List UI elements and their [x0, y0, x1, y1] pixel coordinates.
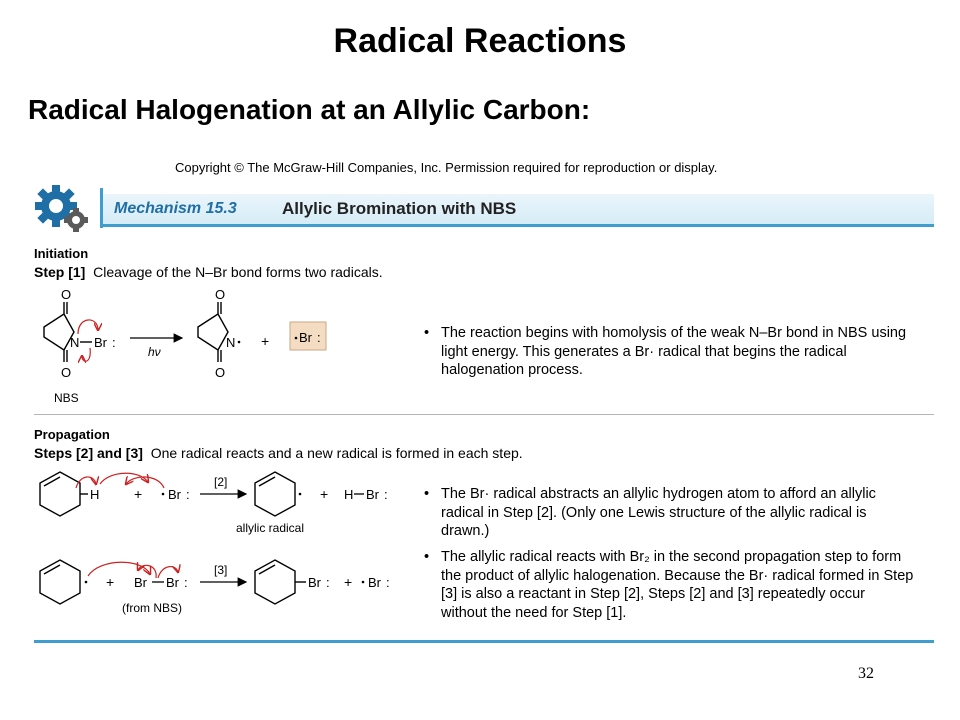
radical-dot: [85, 581, 88, 584]
atom-br: Br: [368, 575, 381, 590]
mechanism-title: Allylic Bromination with NBS: [282, 199, 517, 218]
propagation-bullet-2: [424, 548, 914, 622]
atom-br: Br: [299, 330, 312, 345]
propagation-step: [34, 445, 523, 461]
bullet-dot: •: [424, 486, 430, 502]
succinimidyl-radical: [198, 302, 228, 362]
slide-subtitle: Radical Halogenation at an Allylic Carbon:: [28, 94, 591, 125]
plus-sign: +: [320, 486, 329, 502]
initiation-step-label: Step [1]: [34, 264, 86, 280]
allylic-radical: [40, 560, 80, 604]
fishhook-arrow: [78, 320, 98, 334]
source-label: (from NBS): [122, 601, 182, 615]
atom-br: Br: [168, 487, 181, 502]
cyclohexene-reactant: [40, 472, 88, 516]
allylic-bromide-product: [255, 560, 306, 604]
bottom-rule: [34, 640, 934, 643]
banner-separator: [100, 188, 103, 228]
step3-scheme: [30, 556, 400, 618]
fishhook-arrow: [88, 562, 150, 576]
lone-pair: :: [386, 575, 390, 590]
atom-br: Br: [166, 575, 179, 590]
intermediate-label: allylic radical: [236, 521, 305, 535]
atom-o: O: [215, 287, 226, 302]
radical-dot: [362, 581, 365, 584]
step-tag: [2]: [214, 475, 228, 489]
section-divider: [34, 414, 934, 415]
atom-o: O: [61, 287, 72, 302]
propagation-bullet-text: The allylic radical reacts with Br₂ in the second propagation step to form the product of allylic halogenation. Because the Br· radical formed in Step [3] is also a reactant in Step [2], Steps [2] and [3] repeatedly occur without the need for Step [1].: [441, 549, 914, 621]
atom-br: Br: [134, 575, 147, 590]
page-number: 32: [858, 665, 874, 682]
propagation-bullet-1: [424, 485, 914, 541]
lone-pair: :: [112, 335, 116, 350]
nbs-structure: [44, 302, 92, 362]
initiation-step-text: Cleavage of the N–Br bond forms two radicals.: [93, 264, 383, 280]
lone-pair: :: [184, 575, 188, 590]
initiation-scheme: [30, 286, 350, 408]
radical-dot: [295, 337, 298, 340]
fishhook-arrow: [82, 348, 90, 361]
radical-dot: [238, 341, 241, 344]
plus-sign: +: [261, 333, 270, 349]
gear-icon: [32, 180, 92, 236]
bullet-dot: •: [424, 325, 430, 341]
atom-br: Br: [366, 487, 379, 502]
allylic-radical: [255, 472, 295, 516]
radical-dot: [162, 493, 165, 496]
mechanism-label: Mechanism 15.3: [114, 200, 237, 217]
lone-pair: :: [384, 487, 388, 502]
propagation-bullet-text: The Br· radical abstracts an allylic hydrogen atom to afford an allylic radical in Step [2]. (Only one Lewis structure of the allylic radical is drawn.): [441, 486, 876, 539]
initiation-bullet: [424, 324, 914, 380]
atom-o: O: [61, 365, 72, 380]
step2-scheme: [30, 468, 400, 540]
initiation-heading: Initiation: [34, 246, 89, 261]
propagation-heading: Propagation: [34, 427, 110, 442]
atom-n: N: [70, 335, 80, 350]
slide-title: Radical Reactions: [333, 22, 627, 60]
atom-br: Br: [308, 575, 321, 590]
atom-h: H: [344, 487, 354, 502]
plus-sign: +: [106, 574, 115, 590]
plus-sign: +: [344, 574, 353, 590]
lone-pair: :: [317, 330, 321, 345]
reactant-label: NBS: [54, 391, 79, 405]
radical-dot: [299, 493, 302, 496]
initiation-step: [34, 264, 383, 280]
lone-pair: :: [326, 575, 330, 590]
step-tag: [3]: [214, 563, 228, 577]
propagation-step-label: Steps [2] and [3]: [34, 445, 143, 461]
copyright-notice: Copyright © The McGraw-Hill Companies, Inc. Permission required for reproduction or display.: [175, 160, 718, 175]
initiation-bullet-text: The reaction begins with homolysis of the weak N–Br bond in NBS using light energy. This generates a Br· radical that begins the radical halogenation process.: [441, 325, 907, 378]
atom-n: N: [226, 335, 236, 350]
atom-br: Br: [94, 335, 107, 350]
atom-h: H: [90, 487, 100, 502]
atom-o: O: [215, 365, 226, 380]
bullet-dot: •: [424, 549, 430, 565]
plus-sign: +: [134, 486, 143, 502]
propagation-step-text: One radical reacts and a new radical is formed in each step.: [150, 445, 523, 461]
fishhook-arrow: [100, 473, 148, 484]
condition-label: hν: [148, 345, 161, 359]
lone-pair: :: [186, 487, 190, 502]
